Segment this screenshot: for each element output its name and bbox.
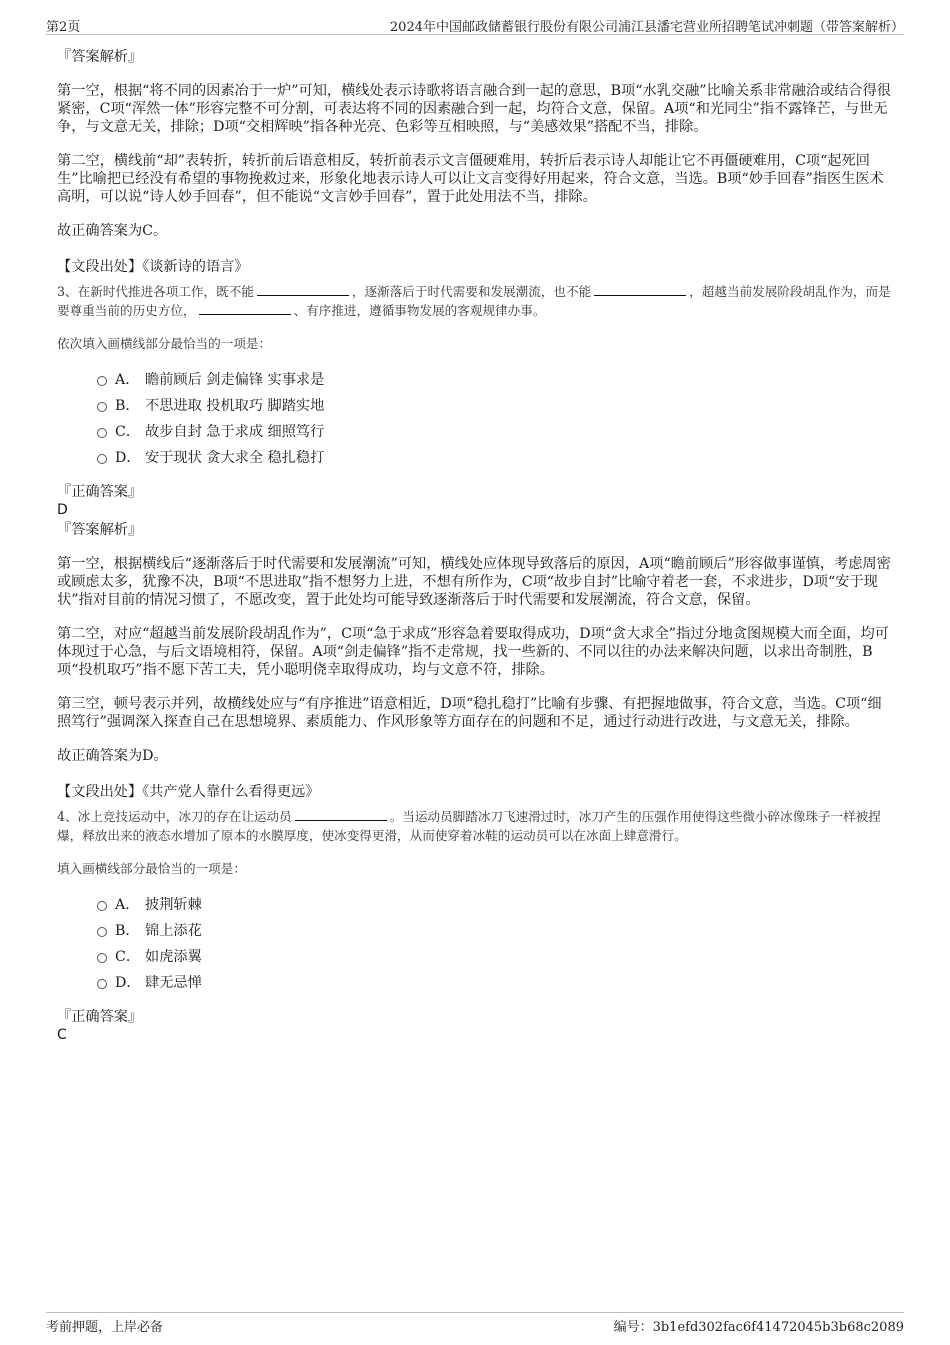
q2-analysis-para1: 第一空，根据“将不同的因素冶于一炉”可知，横线处表示诗歌将语言融合到一起的意思，B项“水乳交融”比喻关系非常融洽或结合得很紧密，C项“浑然一体”形容完整不可分割，可表达将不同的因素融合到一起，均符合文意，保留。A项“和光同尘”指不露锋芒，与世无争，与文意无关，排除；D项“交相辉映”指各种光亮、色彩等互相映照，与“美感效果”搭配不当，排除。	[57, 83, 891, 135]
q2-analysis-label: 『答案解析』	[57, 49, 143, 65]
q3-option-c[interactable]: C． 故步自封 急于求成 细照笃行	[57, 419, 893, 445]
q2-source: 【文段出处】《谈新诗的语言》	[57, 259, 249, 275]
footer-serial: 编号：3b1efd302fac6f41472045b3b68c2089	[613, 1320, 904, 1335]
radio-icon[interactable]	[97, 979, 107, 989]
q3-option-b[interactable]: B． 不思进取 投机取巧 脚踏实地	[57, 393, 893, 419]
q3-instruction: 依次填入画横线部分最恰当的一项是：	[57, 336, 272, 351]
q3-option-d[interactable]: D． 安于现状 贪大求全 稳扎稳打	[57, 445, 893, 471]
q4-option-a[interactable]: A． 披荆斩棘	[57, 892, 893, 918]
q4-instruction: 填入画横线部分最恰当的一项是：	[57, 861, 246, 876]
q2-conclusion: 故正确答案为C。	[57, 223, 168, 239]
radio-icon[interactable]	[97, 901, 107, 911]
q3-analysis-para1: 第一空，根据横线后“逐渐落后于时代需要和发展潮流”可知，横线处应体现导致落后的原因，A项“瞻前顾后”形容做事谨慎，考虑周密或顾虑太多，犹豫不决，B项“不思进取”指不想努力上进，不想有所作为，C项“故步自封”比喻守着老一套，不求进步，D项“安于现状”指对目前的情况习惯了，不愿改变，置于此处均可能导致逐渐落后于时代需要和发展潮流，符合文意，保留。	[57, 556, 891, 608]
q2-analysis-para2: 第二空，横线前“却”表转折，转折前后语意相反，转折前表示文言僵硬难用，转折后表示诗人却能让它不再僵硬难用，C项“起死回生”比喻把已经没有希望的事物挽救过来，形象化地表示诗人可以让文言变得好用起来，符合文意，当选。B项“妙手回春”指医生医术高明，可以说“诗人妙手回春”，但不能说“文言妙手回春”，置于此处用法不当，排除。	[57, 153, 884, 205]
page-header	[46, 14, 904, 35]
q4-blank-1[interactable]	[295, 808, 387, 821]
radio-icon[interactable]	[97, 402, 107, 412]
q3-option-a[interactable]: A． 瞻前顾后 剑走偏锋 实事求是	[57, 367, 893, 393]
radio-icon[interactable]	[97, 428, 107, 438]
footer-slogan: 考前押题，上岸必备	[46, 1320, 164, 1335]
page-number: 第2页	[46, 20, 81, 35]
q4-answer-label: 『正确答案』	[57, 1009, 143, 1025]
q3-stem: 3、在新时代推进各项工作，既不能 ，逐渐落后于时代需要和发展潮流，也不能 ，超越当前发展阶段胡乱作为，而是要尊重当前的历史方位， 、有序推进，遵循事物发展的客观规律办事。	[57, 284, 891, 318]
q4-options	[57, 892, 893, 996]
q3-answer-label: 『正确答案』	[57, 484, 143, 500]
radio-icon[interactable]	[97, 927, 107, 937]
q4-answer: C	[57, 1027, 67, 1043]
radio-icon[interactable]	[97, 953, 107, 963]
q3-conclusion: 故正确答案为D。	[57, 748, 168, 764]
q3-source: 【文段出处】《共产党人靠什么看得更远》	[57, 784, 320, 800]
document-title: 2024年中国邮政储蓄银行股份有限公司浦江县潘宅营业所招聘笔试冲刺题（带答案解析）	[389, 20, 904, 35]
page-content	[57, 46, 893, 1044]
q3-answer: D	[57, 502, 68, 518]
radio-icon[interactable]	[97, 376, 107, 386]
q4-option-d[interactable]: D． 肆无忌惮	[57, 970, 893, 996]
q3-options	[57, 367, 893, 471]
q4-option-c[interactable]: C． 如虎添翼	[57, 944, 893, 970]
q4-option-b[interactable]: B． 锦上添花	[57, 918, 893, 944]
q4-stem: 4、冰上竞技运动中，冰刀的存在让运动员 。当运动员脚踏冰刀飞速滑过时，冰刀产生的压强作用使得这些微小碎冰像珠子一样被捏爆，释放出来的液态水增加了原本的水膜厚度，使冰变得更滑，从而使穿着冰鞋的运动员可以在冰面上肆意滑行。	[57, 809, 881, 843]
q3-blank-2[interactable]	[594, 283, 686, 296]
q3-analysis-para3: 第三空，顿号表示并列，故横线处应与“有序推进”语意相近，D项“稳扎稳打”比喻有步骤、有把握地做事，符合文意，当选。C项“细照笃行”强调深入探查自己在思想境界、素质能力、作风形象等方面存在的问题和不足，通过行动进行改进，与文意无关，排除。	[57, 696, 882, 730]
q3-analysis-label: 『答案解析』	[57, 522, 143, 538]
q3-analysis-para2: 第二空，对应“超越当前发展阶段胡乱作为”，C项“急于求成”形容急着要取得成功，D项“贪大求全”指过分地贪图规模大而全面，均可体现过于心急，与后文语境相符，保留。A项“剑走偏锋”指不走常规，找一些新的、不同以往的办法来解决问题，以求出奇制胜，B项“投机取巧”指不愿下苦工夫，凭小聪明侥幸取得成功，均与文意不符，排除。	[57, 626, 889, 678]
radio-icon[interactable]	[97, 454, 107, 464]
page-footer	[46, 1312, 904, 1333]
q3-blank-1[interactable]	[257, 283, 349, 296]
q3-blank-3[interactable]	[199, 302, 291, 315]
